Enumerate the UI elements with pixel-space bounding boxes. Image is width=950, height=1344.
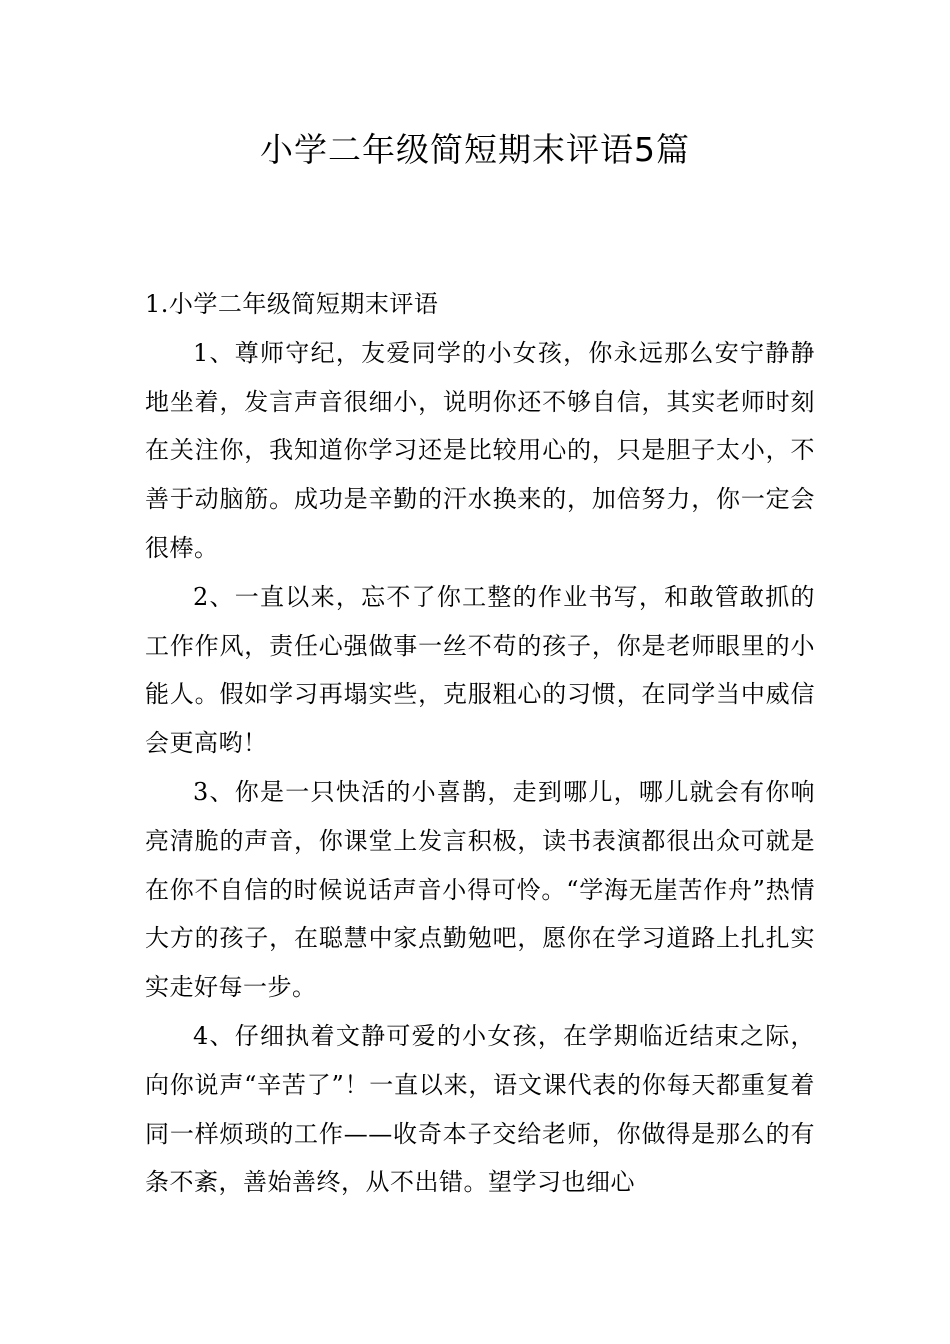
section-heading: 1.小学二年级简短期末评语 [145,290,439,318]
document-title: 小学二年级简短期末评语5篇 [260,130,690,169]
paragraph-4: 4、仔细执着文静可爱的小女孩，在学期临近结束之际，向你说声“辛苦了”！一直以来，语文课代表的你每天都重复着同一样烦琐的工作——收奇本子交给老师，你做得是那么的有条不紊，善始善终，从不出错。望学习也细心 [145,1021,815,1197]
paragraph-3: 3、你是一只快活的小喜鹊，走到哪儿，哪儿就会有你响亮清脆的声音，你课堂上发言积极，读书表演都很出众可就是在你不自信的时候说话声音小得可怜。“学海无崖苦作舟”热情大方的孩子，在聪慧中家点勤勉吧，愿你在学习道路上扎扎实实走好每一步。 [145,777,815,1002]
document-body [145,280,815,1207]
paragraph-1: 1、尊师守纪，友爱同学的小女孩，你永远那么安宁静静地坐着，发言声音很细小，说明你还不够自信，其实老师时刻在关注你，我知道你学习还是比较用心的，只是胆子太小，不善于动脑筋。成功是辛勤的汗水换来的，加倍努力，你一定会很棒。 [145,338,815,562]
paragraph-2: 2、一直以来，忘不了你工整的作业书写，和敢管敢抓的工作作风，责任心强做事一丝不苟的孩子，你是老师眼里的小能人。假如学习再塌实些，克服粗心的习惯，在同学当中威信会更高哟！ [145,582,815,758]
